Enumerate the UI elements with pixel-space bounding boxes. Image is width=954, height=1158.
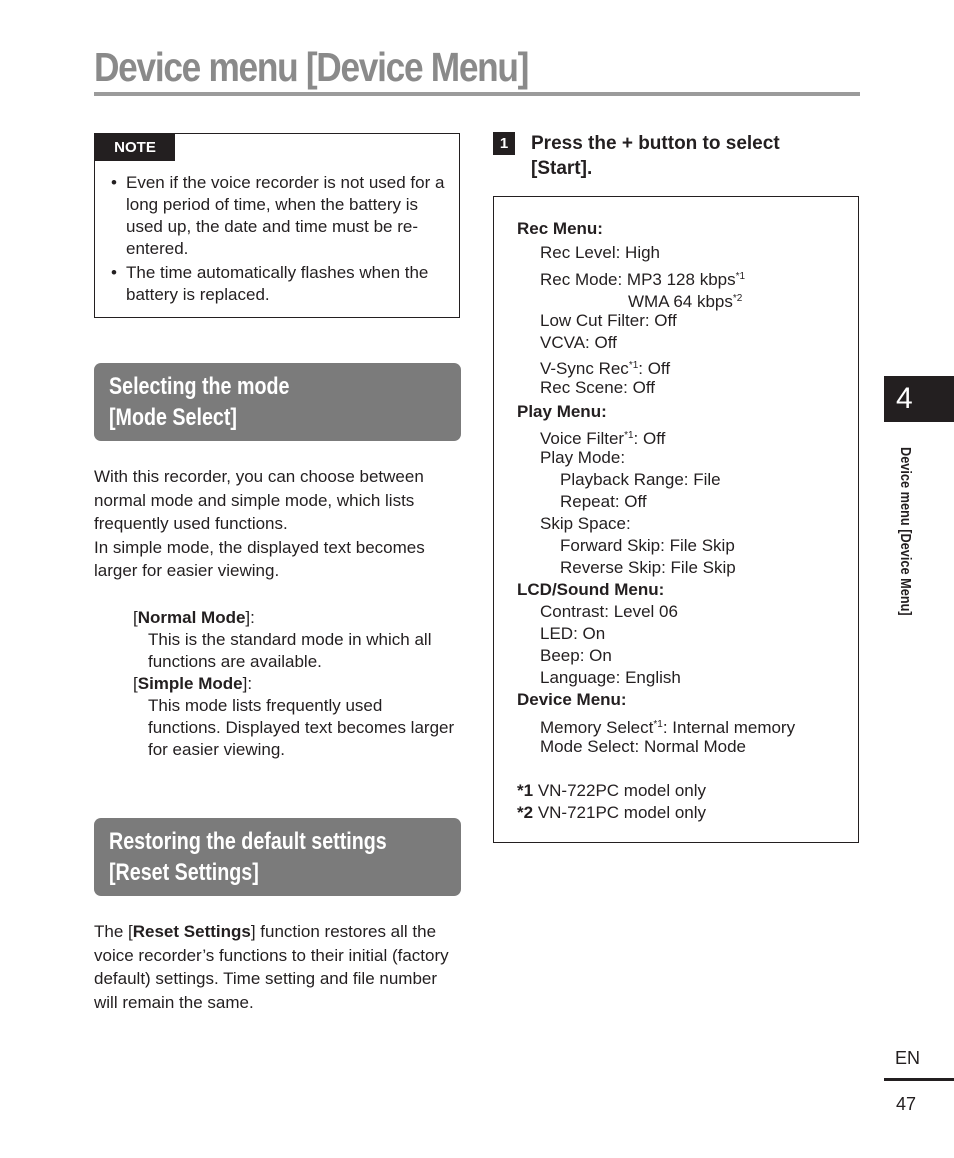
menu-heading: Device Menu: xyxy=(517,690,627,709)
page-title: Device menu [Device Menu] xyxy=(94,44,529,90)
menu-settings-box xyxy=(493,196,859,843)
mode-select-heading xyxy=(94,363,461,441)
menu-heading: LCD/Sound Menu: xyxy=(517,580,665,599)
menu-subitem: Forward Skip: File Skip xyxy=(560,536,735,555)
bullet-icon: • xyxy=(111,173,117,192)
menu-heading: Rec Menu: xyxy=(517,219,603,238)
mode-options xyxy=(133,607,458,761)
bullet-icon: • xyxy=(111,263,117,282)
simple-mode-desc: This mode lists frequently used functions. Displayed text becomes larger for easier viewing. xyxy=(148,696,455,759)
menu-item: VCVA: Off xyxy=(540,333,617,352)
note-label: NOTE xyxy=(95,134,175,161)
normal-mode-term: [Normal Mode]: xyxy=(133,608,255,627)
menu-subitem: Repeat: Off xyxy=(560,492,647,511)
note-list xyxy=(107,172,447,308)
note-box xyxy=(94,133,460,318)
menu-subitem: Reverse Skip: File Skip xyxy=(560,558,736,577)
footnote-1: *1 VN-722PC model only xyxy=(517,781,707,800)
footnote-2: *2 VN-721PC model only xyxy=(517,803,707,822)
page-number: 47 xyxy=(896,1094,917,1114)
heading-line: [Reset Settings] xyxy=(109,859,259,886)
footer-rule xyxy=(884,1078,954,1081)
simple-mode-term: [Simple Mode]: xyxy=(133,674,253,693)
menu-item: Rec Scene: Off xyxy=(540,378,655,397)
menu-item: Rec Level: High xyxy=(540,243,661,262)
menu-item: Voice Filter$^{*1}$: Off xyxy=(540,429,666,448)
title-rule xyxy=(94,92,860,96)
step-instruction: Press the + button to select [Start]. xyxy=(531,133,780,179)
menu-item: V-Sync Rec$^{*1}$: Off xyxy=(540,359,671,378)
note-item: • The time automatically flashes when the battery is replaced. xyxy=(111,263,429,304)
note-item: • Even if the voice recorder is not used for a long period of time, when the battery is used up, the date and time must be re-entered. xyxy=(111,173,445,258)
chapter-tab: 4 xyxy=(884,376,954,422)
menu-item: LED: On xyxy=(540,624,606,643)
reset-settings-text: The [Reset Settings] function restores all the voice recorder’s functions to their initial (factory default) settings. Time setting and file number will remain the same. xyxy=(94,922,449,1012)
menu-item: Rec Mode: MP3 128 kbps$^{*1}$ xyxy=(540,270,746,289)
normal-mode-desc: This is the standard mode in which all functions are available. xyxy=(148,630,432,671)
menu-heading: Play Menu: xyxy=(517,402,607,421)
menu-subitem: Playback Range: File xyxy=(560,470,721,489)
chapter-side-label: Device menu [Device Menu] xyxy=(897,447,914,616)
menu-item: Memory Select$^{*1}$: Internal memory xyxy=(540,718,796,737)
step-number-badge: 1 xyxy=(493,132,515,155)
mode-select-intro: With this recorder, you can choose between normal mode and simple mode, which lists frequently used functions. In simple mode, the displayed text becomes larger for easier viewing. xyxy=(94,467,425,580)
menu-item: Contrast: Level 06 xyxy=(540,602,678,621)
menu-item: Low Cut Filter: Off xyxy=(540,311,677,330)
heading-line: [Mode Select] xyxy=(109,404,237,431)
menu-item: WMA 64 kbps$^{*2}$ xyxy=(628,292,743,311)
menu-item: Play Mode: xyxy=(540,448,626,467)
menu-item: Language: English xyxy=(540,668,681,687)
menu-item: Skip Space: xyxy=(540,514,631,533)
heading-line: Selecting the mode xyxy=(109,373,290,400)
menu-item: Beep: On xyxy=(540,646,612,665)
menu-item: Mode Select: Normal Mode xyxy=(540,737,746,756)
heading-line: Restoring the default settings xyxy=(109,828,387,855)
reset-settings-heading xyxy=(94,818,461,896)
language-code: EN xyxy=(895,1048,921,1068)
